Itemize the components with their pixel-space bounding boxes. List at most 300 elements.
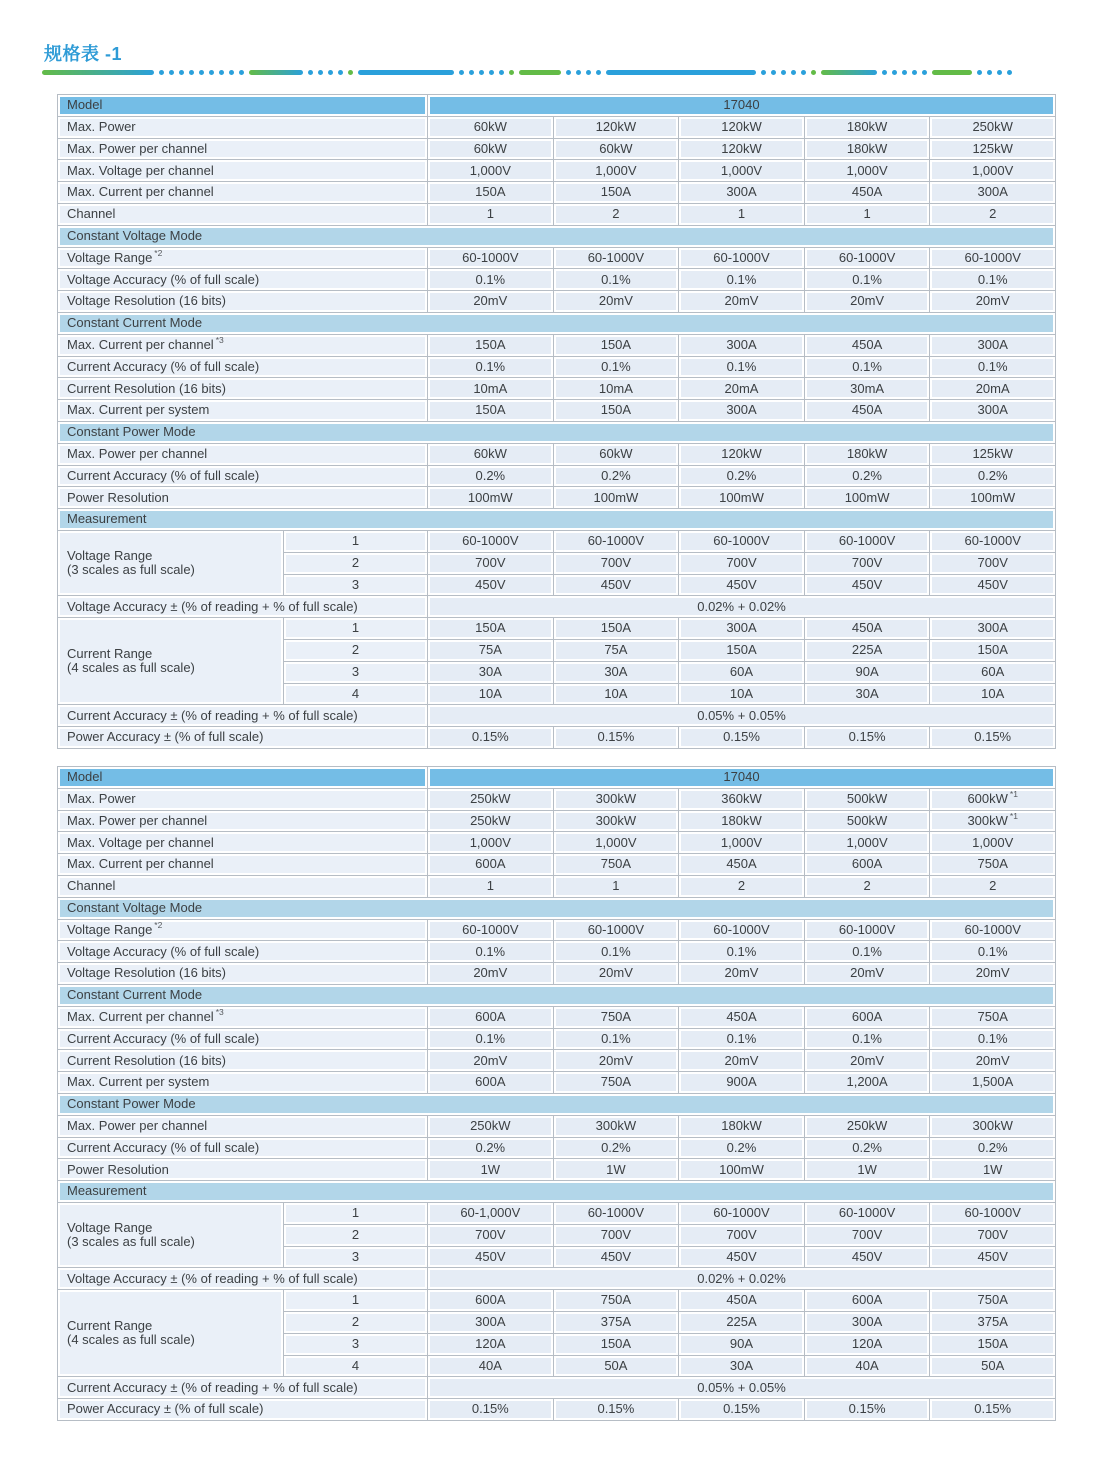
spec-value-cell: 20mV (679, 1050, 805, 1072)
spec-value-cell: 100mW (804, 487, 930, 509)
section-row (58, 421, 1056, 443)
spec-row (58, 269, 1056, 291)
spec-value-cell: 20mV (428, 291, 554, 313)
spec-value-cell: 0.2% (553, 465, 679, 487)
spec-value-cell: 1,000V (679, 160, 805, 182)
spec-value-cell: 125kW (930, 443, 1056, 465)
spec-row-label: Max. Current per system (58, 1072, 428, 1094)
spec-value-cell: 60-1,000V (428, 1202, 554, 1224)
spec-row-label: Max. Current per system (58, 400, 428, 422)
spec-value-cell: 50A (553, 1355, 679, 1377)
spec-row (58, 1050, 1056, 1072)
spec-value-cell: 150A (428, 618, 554, 640)
spec-value-cell: 1 (428, 875, 554, 897)
spec-value-cell: 2 (930, 875, 1056, 897)
spec-row (58, 160, 1056, 182)
model-row-value: 17040 (428, 95, 1056, 117)
spec-value-cell: 30A (679, 1355, 805, 1377)
spec-value-cell: 1,000V (428, 832, 554, 854)
scale-index-cell: 2 (284, 1311, 428, 1333)
spec-value-cell: 500kW (804, 810, 930, 832)
spec-row-label: Max. Current per channel $^{*3}$ (58, 334, 428, 356)
spec-value-cell: 450V (930, 574, 1056, 596)
spec-value-cell: 0.1% (679, 1028, 805, 1050)
spec-value-cell: 1 (553, 875, 679, 897)
spec-row (58, 767, 1056, 789)
spec-value-cell: 75A (553, 639, 679, 661)
spec-value-cell: 1W (553, 1159, 679, 1181)
spec-value-cell: 450A (804, 400, 930, 422)
spec-value-cell: 600A (428, 1290, 554, 1312)
spec-row-label: Current Resolution (16 bits) (58, 1050, 428, 1072)
spec-value-cell: 450V (553, 574, 679, 596)
section-header: Constant Voltage Mode (58, 225, 1056, 247)
spec-value-cell: 2 (679, 875, 805, 897)
spec-value-cell: 0.15% (428, 727, 554, 749)
spec-value-cell: 360kW (679, 788, 805, 810)
section-row (58, 312, 1056, 334)
section-header: Constant Power Mode (58, 421, 1056, 443)
spec-value-cell: 450A (679, 1006, 805, 1028)
page-title: 规格表 -1 (44, 44, 123, 64)
spec-value-cell: 20mV (679, 963, 805, 985)
spec-value-cell: 20mV (679, 291, 805, 313)
section-row (58, 225, 1056, 247)
spec-value-cell: 0.1% (553, 941, 679, 963)
spec-value-cell: 60-1000V (553, 1202, 679, 1224)
spec-value-cell: 700V (804, 1224, 930, 1246)
spec-value-cell: 20mV (804, 963, 930, 985)
spec-row-label: Max. Power per channel (58, 1115, 428, 1137)
spec-value-cell: 30mA (804, 378, 930, 400)
spec-group-label: Current Range (4 scales as full scale) (58, 618, 284, 705)
spec-value-cell: 1,000V (930, 832, 1056, 854)
section-header: Measurement (58, 509, 1056, 531)
spec-value-cell: 450A (804, 334, 930, 356)
spec-row-label: Max. Power per channel (58, 810, 428, 832)
spec-value-cell: 40A (804, 1355, 930, 1377)
spec-value-cell: 1,000V (428, 160, 554, 182)
spec-row (58, 1072, 1056, 1094)
spec-row-label: Max. Power per channel (58, 443, 428, 465)
spec-value-cell: 180kW (679, 810, 805, 832)
spec-row (58, 116, 1056, 138)
spec-value-cell: 20mA (930, 378, 1056, 400)
spec-value-cell: 120A (428, 1333, 554, 1355)
spec-value-cell: 0.2% (553, 1137, 679, 1159)
scale-index-cell: 4 (284, 683, 428, 705)
spec-value-cell: 0.15% (804, 1399, 930, 1421)
spec-value-cell: 700V (804, 552, 930, 574)
scale-index-cell: 1 (284, 530, 428, 552)
spec-value-cell: 300A (930, 400, 1056, 422)
spec-row (58, 487, 1056, 509)
spec-value-cell: 60-1000V (804, 530, 930, 552)
scale-index-cell: 3 (284, 661, 428, 683)
spec-value-cell: 60-1000V (679, 247, 805, 269)
spec-value-cell: 30A (804, 683, 930, 705)
spec-row (58, 334, 1056, 356)
spec-value-cell: 40A (428, 1355, 554, 1377)
spec-value-cell: 0.15% (428, 1399, 554, 1421)
spec-value-cell: 750A (930, 1290, 1056, 1312)
spec-value-cell: 0.2% (679, 465, 805, 487)
model-row-label: Model (58, 95, 428, 117)
merged-value-cell: 0.02% + 0.02% (428, 596, 1056, 618)
spec-value-cell: 60-1000V (553, 530, 679, 552)
spec-value-cell: 700V (428, 1224, 554, 1246)
spec-value-cell: 60-1000V (930, 530, 1056, 552)
spec-row (58, 1399, 1056, 1421)
spec-value-cell: 300A (930, 182, 1056, 204)
spec-value-cell: 600A (804, 854, 930, 876)
spec-value-cell: 1,000V (679, 832, 805, 854)
spec-value-cell: 0.1% (679, 269, 805, 291)
spec-row (58, 875, 1056, 897)
spec-value-cell: 10mA (553, 378, 679, 400)
spec-value-cell: 900A (679, 1072, 805, 1094)
spec-value-cell: 60-1000V (930, 247, 1056, 269)
spec-row-label: Voltage Range $^{*2}$ (58, 247, 428, 269)
spec-row (58, 1159, 1056, 1181)
spec-value-cell: 30A (553, 661, 679, 683)
spec-value-cell: 120kW (553, 116, 679, 138)
spec-value-cell: 0.1% (553, 356, 679, 378)
spec-value-cell: 10mA (428, 378, 554, 400)
spec-value-cell: 100mW (428, 487, 554, 509)
spec-value-cell: 700V (679, 1224, 805, 1246)
spec-row-label: Voltage Resolution (16 bits) (58, 291, 428, 313)
spec-value-cell: 150A (428, 400, 554, 422)
spec-value-cell: 450V (428, 1246, 554, 1268)
spec-row (58, 291, 1056, 313)
spec-value-cell: 0.2% (930, 1137, 1056, 1159)
spec-row-label: Max. Current per channel $^{*3}$ (58, 1006, 428, 1028)
spec-value-cell: 0.1% (428, 1028, 554, 1050)
spec-row (58, 443, 1056, 465)
spec-value-cell: 100mW (679, 1159, 805, 1181)
spec-value-cell: 0.1% (930, 269, 1056, 291)
spec-value-cell: 60-1000V (804, 1202, 930, 1224)
spec-value-cell: 700V (930, 552, 1056, 574)
spec-value-cell: 20mV (428, 1050, 554, 1072)
spec-value-cell: 150A (428, 182, 554, 204)
spec-row-label: Current Accuracy (% of full scale) (58, 465, 428, 487)
spec-row (58, 1377, 1056, 1399)
spec-row-label: Voltage Accuracy ± (% of reading + % of full scale) (58, 596, 428, 618)
spec-value-cell: 10A (553, 683, 679, 705)
spec-value-cell: 375A (553, 1311, 679, 1333)
spec-row (58, 1202, 1056, 1224)
spec-value-cell: 60A (679, 661, 805, 683)
spec-value-cell: 1 (679, 203, 805, 225)
spec-value-cell: 0.2% (804, 1137, 930, 1159)
scale-index-cell: 3 (284, 1246, 428, 1268)
spec-value-cell: 300A (679, 182, 805, 204)
spec-value-cell: 600A (804, 1006, 930, 1028)
spec-row-label: Voltage Accuracy (% of full scale) (58, 941, 428, 963)
spec-value-cell: 60-1000V (428, 247, 554, 269)
spec-value-cell: 0.2% (804, 465, 930, 487)
spec-value-cell: 1 (428, 203, 554, 225)
spec-value-cell: 1,000V (553, 832, 679, 854)
spec-row (58, 810, 1056, 832)
footnote-marker: *1 (1009, 789, 1018, 800)
spec-row (58, 963, 1056, 985)
spec-value-cell: 300kW (553, 1115, 679, 1137)
spec-value-cell: 1 (804, 203, 930, 225)
spec-value-cell: 0.15% (679, 727, 805, 749)
spec-value-cell: 0.1% (930, 1028, 1056, 1050)
spec-row (58, 941, 1056, 963)
spec-value-cell: 700V (428, 552, 554, 574)
spec-row-label: Voltage Accuracy ± (% of reading + % of full scale) (58, 1268, 428, 1290)
spec-row (58, 832, 1056, 854)
spec-row (58, 95, 1056, 117)
spec-value-cell: 300A (428, 1311, 554, 1333)
section-row (58, 897, 1056, 919)
spec-value-cell: 375A (930, 1311, 1056, 1333)
spec-value-cell: 180kW (804, 138, 930, 160)
merged-value-cell: 0.05% + 0.05% (428, 705, 1056, 727)
spec-value-cell: 60-1000V (804, 919, 930, 941)
spec-value-cell: 0.15% (553, 1399, 679, 1421)
spec-row-label: Max. Power per channel (58, 138, 428, 160)
spec-row-label: Current Accuracy (% of full scale) (58, 356, 428, 378)
spec-value-cell: 60kW (428, 138, 554, 160)
spec-value-cell: 60-1000V (930, 919, 1056, 941)
spec-value-cell: 60-1000V (553, 919, 679, 941)
spec-row-label: Current Accuracy ± (% of reading + % of full scale) (58, 705, 428, 727)
spec-value-cell: 300A (804, 1311, 930, 1333)
footnote-marker: *3 (215, 335, 224, 346)
spec-row (58, 465, 1056, 487)
spec-value-cell: 0.1% (804, 1028, 930, 1050)
footnote-marker: *3 (215, 1007, 224, 1018)
spec-value-cell: 250kW (930, 116, 1056, 138)
spec-value-cell: 700V (930, 1224, 1056, 1246)
spec-value-cell: 20mV (553, 1050, 679, 1072)
spec-row (58, 727, 1056, 749)
spec-value-cell: 150A (553, 618, 679, 640)
spec-value-cell: 0.1% (679, 941, 805, 963)
spec-value-cell: 60-1000V (679, 919, 805, 941)
spec-row (58, 1137, 1056, 1159)
spec-value-cell: 150A (679, 639, 805, 661)
spec-value-cell: 450V (679, 1246, 805, 1268)
spec-row (58, 705, 1056, 727)
spec-value-cell: 150A (553, 182, 679, 204)
spec-value-cell: 0.1% (553, 1028, 679, 1050)
spec-group-label: Voltage Range (3 scales as full scale) (58, 530, 284, 595)
spec-value-cell: 500kW (804, 788, 930, 810)
spec-value-cell: 600A (428, 1006, 554, 1028)
scale-index-cell: 3 (284, 1333, 428, 1355)
spec-row (58, 1006, 1056, 1028)
spec-row-label: Max. Current per channel (58, 854, 428, 876)
spec-value-cell: 2 (804, 875, 930, 897)
spec-value-cell: 60kW (428, 443, 554, 465)
spec-value-cell: 180kW (804, 443, 930, 465)
spec-value-cell: 750A (930, 854, 1056, 876)
spec-row (58, 1028, 1056, 1050)
spec-value-cell: 2 (553, 203, 679, 225)
spec-value-cell: 10A (930, 683, 1056, 705)
spec-value-cell: 0.15% (679, 1399, 805, 1421)
spec-value-cell: 125kW (930, 138, 1056, 160)
scale-index-cell: 1 (284, 1202, 428, 1224)
spec-value-cell: 750A (930, 1006, 1056, 1028)
spec-row (58, 203, 1056, 225)
spec-value-cell: 100mW (553, 487, 679, 509)
spec-value-cell: 450V (428, 574, 554, 596)
spec-value-cell: 150A (553, 400, 679, 422)
spec-row (58, 854, 1056, 876)
scale-index-cell: 4 (284, 1355, 428, 1377)
scale-index-cell: 1 (284, 618, 428, 640)
spec-value-cell: 20mV (930, 291, 1056, 313)
section-header: Constant Current Mode (58, 984, 1056, 1006)
spec-value-cell: 150A (930, 1333, 1056, 1355)
spec-row-label: Power Resolution (58, 1159, 428, 1181)
spec-value-cell: 600A (804, 1290, 930, 1312)
spec-value-cell: 700V (553, 552, 679, 574)
spec-value-cell: 1,000V (930, 160, 1056, 182)
model-row-label: Model (58, 767, 428, 789)
scale-index-cell: 2 (284, 639, 428, 661)
spec-row (58, 356, 1056, 378)
spec-row (58, 618, 1056, 640)
section-header: Constant Power Mode (58, 1093, 1056, 1115)
spec-value-cell: 750A (553, 1006, 679, 1028)
spec-value-cell: 1W (930, 1159, 1056, 1181)
spec-value-cell: 1W (804, 1159, 930, 1181)
spec-value-cell: 225A (679, 1311, 805, 1333)
spec-value-cell: 10A (428, 683, 554, 705)
spec-value-cell: 20mV (930, 963, 1056, 985)
spec-value-cell: 1,200A (804, 1072, 930, 1094)
spec-table-1 (57, 94, 1056, 749)
spec-value-cell: 120A (804, 1333, 930, 1355)
spec-value-cell: 60kW (553, 443, 679, 465)
spec-row-label: Power Resolution (58, 487, 428, 509)
spec-value-cell: 0.1% (553, 269, 679, 291)
spec-value-cell: 0.1% (930, 941, 1056, 963)
spec-row (58, 596, 1056, 618)
section-row (58, 1093, 1056, 1115)
spec-value-cell: 20mA (679, 378, 805, 400)
spec-value-cell: 0.1% (428, 269, 554, 291)
spec-value-cell: 20mV (930, 1050, 1056, 1072)
footnote-marker: *1 (1009, 810, 1018, 821)
spec-value-cell: 60-1000V (930, 1202, 1056, 1224)
spec-value-cell: 60-1000V (679, 1202, 805, 1224)
spec-value-cell: 75A (428, 639, 554, 661)
spec-value-cell: 250kW (428, 1115, 554, 1137)
spec-value-cell: 0.1% (804, 941, 930, 963)
spec-value-cell: 750A (553, 1290, 679, 1312)
section-header: Constant Voltage Mode (58, 897, 1056, 919)
spec-value-cell: 0.1% (804, 269, 930, 291)
spec-row-label: Max. Voltage per channel (58, 160, 428, 182)
spec-value-cell: 1,000V (804, 160, 930, 182)
merged-value-cell: 0.05% + 0.05% (428, 1377, 1056, 1399)
spec-value-cell: 120kW (679, 138, 805, 160)
spec-value-cell: 60-1000V (804, 247, 930, 269)
spec-value-cell: 450A (804, 182, 930, 204)
spec-value-cell: 700V (679, 552, 805, 574)
section-header: Measurement (58, 1181, 1056, 1203)
spec-row (58, 1268, 1056, 1290)
spec-value-cell: 0.15% (930, 727, 1056, 749)
spec-value-cell: 100mW (679, 487, 805, 509)
spec-value-cell: 0.15% (804, 727, 930, 749)
decorative-separator (42, 69, 1056, 75)
spec-value-cell: 0.1% (930, 356, 1056, 378)
spec-value-cell: 60-1000V (553, 247, 679, 269)
spec-value-cell: 250kW (428, 810, 554, 832)
spec-value-cell: 250kW (428, 788, 554, 810)
spec-value-cell: 450V (553, 1246, 679, 1268)
spec-value-cell: 30A (428, 661, 554, 683)
spec-value-cell: 180kW (804, 116, 930, 138)
spec-value-cell: 750A (553, 854, 679, 876)
spec-row (58, 788, 1056, 810)
spec-value-cell: 0.1% (428, 356, 554, 378)
spec-value-cell: 180kW (679, 1115, 805, 1137)
spec-value-cell: 150A (553, 1333, 679, 1355)
scale-index-cell: 2 (284, 552, 428, 574)
spec-value-cell: 300kW (553, 788, 679, 810)
spec-value-cell: 60-1000V (679, 530, 805, 552)
spec-value-cell: 0.1% (679, 356, 805, 378)
merged-value-cell: 0.02% + 0.02% (428, 1268, 1056, 1290)
section-row (58, 984, 1056, 1006)
spec-value-cell: 90A (804, 661, 930, 683)
spec-row (58, 378, 1056, 400)
spec-value-cell: 450V (930, 1246, 1056, 1268)
model-row-value: 17040 (428, 767, 1056, 789)
spec-value-cell: 1W (428, 1159, 554, 1181)
spec-value-cell: 300kW (553, 810, 679, 832)
spec-group-label: Current Range (4 scales as full scale) (58, 1290, 284, 1377)
spec-value-cell: 150A (428, 334, 554, 356)
spec-row-label: Current Accuracy (% of full scale) (58, 1137, 428, 1159)
spec-row-label: Voltage Resolution (16 bits) (58, 963, 428, 985)
spec-value-cell: 450A (804, 618, 930, 640)
spec-value-cell: 150A (930, 639, 1056, 661)
spec-row-label: Channel (58, 203, 428, 225)
spec-value-cell: 60kW (428, 116, 554, 138)
scale-index-cell: 3 (284, 574, 428, 596)
spec-value-cell: 20mV (553, 291, 679, 313)
footnote-marker: *2 (154, 919, 163, 930)
spec-value-cell: 120kW (679, 116, 805, 138)
spec-value-cell: 0.1% (804, 356, 930, 378)
spec-value-cell: 225A (804, 639, 930, 661)
spec-row-label: Voltage Range $^{*2}$ (58, 919, 428, 941)
spec-row (58, 530, 1056, 552)
spec-value-cell: 1,000V (553, 160, 679, 182)
spec-value-cell: 0.2% (930, 465, 1056, 487)
spec-row-label: Max. Power (58, 788, 428, 810)
spec-value-cell: 60kW (553, 138, 679, 160)
spec-row-label: Voltage Accuracy (% of full scale) (58, 269, 428, 291)
spec-value-cell: 20mV (428, 963, 554, 985)
spec-value-cell: 60-1000V (428, 530, 554, 552)
spec-value-cell: 20mV (553, 963, 679, 985)
section-header: Constant Current Mode (58, 312, 1056, 334)
